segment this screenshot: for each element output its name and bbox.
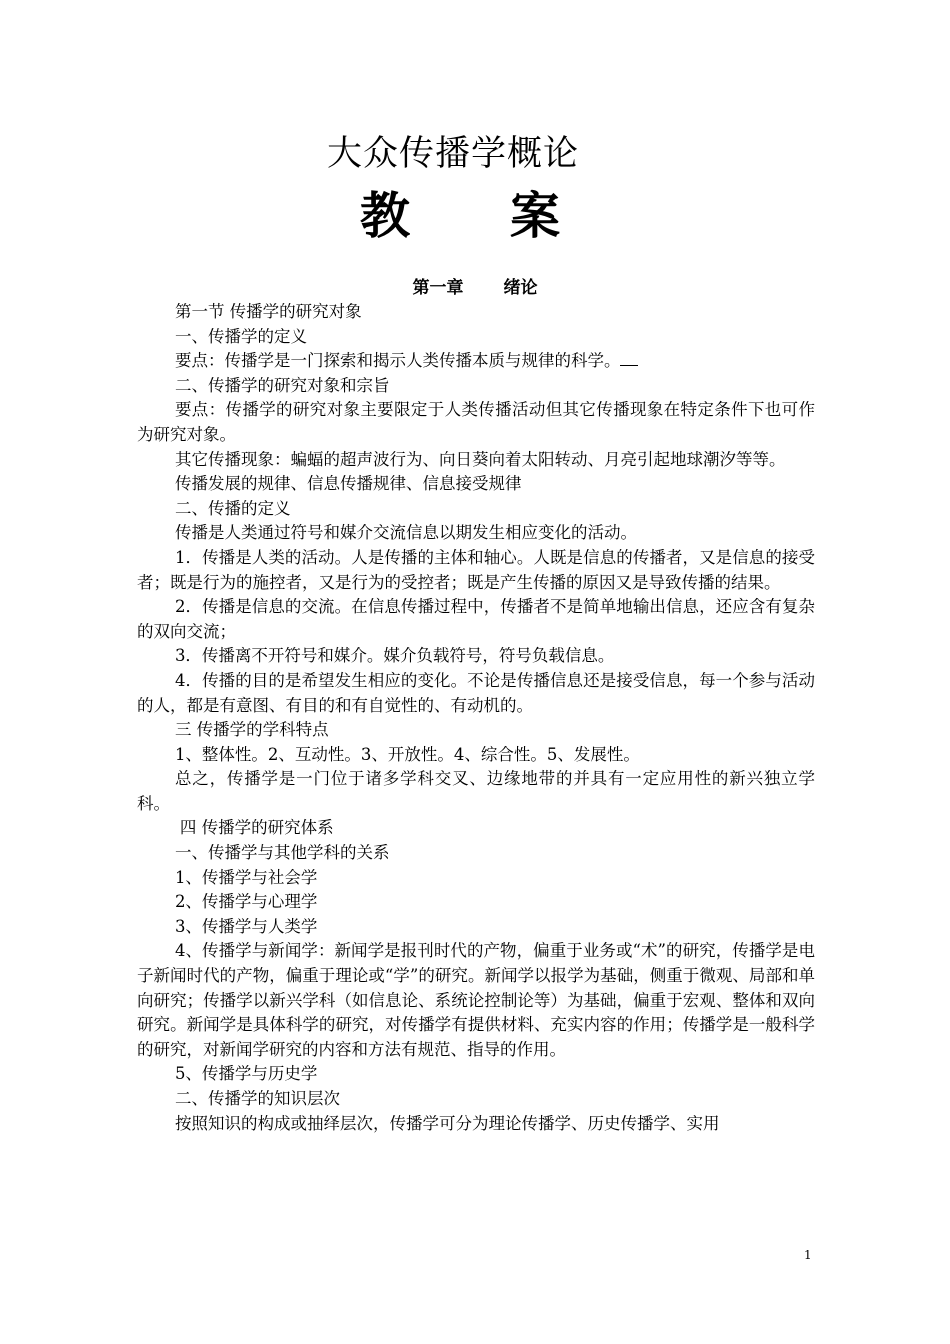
paragraph: 4．传播的目的是希望发生相应的变化。不论是传播信息还是接受信息，每一个参与活动的人，都是有意图、有目的和有自觉性的、有动机的。 (137, 670, 815, 715)
subsection-heading: 二、传播学的研究对象和宗旨 (174, 375, 390, 395)
paragraph: 3．传播离不开符号和媒介。媒介负载符号，符号负载信息。 (174, 646, 615, 666)
paragraph: 2．传播是信息的交流。在信息传播过程中，传播者不是简单地输出信息，还应含有复杂的双向交流； (137, 597, 815, 641)
paragraph: 1、整体性。2、互动性。3、开放性。4、综合性。5、发展性。 (174, 744, 640, 764)
chapter-name: 绪论 (503, 278, 538, 298)
document-title: 大众传播学概论 (326, 134, 579, 174)
list-item: 5、传播学与历史学 (174, 1064, 318, 1084)
paragraph: 传播是人类通过符号和媒介交流信息以期发生相应变化的活动。 (174, 523, 637, 543)
paragraph: 传播发展的规律、信息传播规律、信息接受规律 (174, 474, 522, 494)
subtitle-char-1: 教 (360, 187, 410, 245)
subtitle-char-2: 案 (510, 187, 560, 245)
subsection-heading: 一、传播学与其他学科的关系 (174, 843, 390, 863)
document-subtitle (0, 185, 920, 247)
list-item: 1、传播学与社会学 (174, 867, 318, 887)
list-item: 3、传播学与人类学 (174, 916, 318, 936)
paragraph: 要点：传播学的研究对象主要限定于人类传播活动但其它传播现象在特定条件下也可作为研究对象。 (137, 400, 815, 444)
paragraph: 按照知识的构成或抽绎层次，传播学可分为理论传播学、历史传播学、实用 (174, 1113, 720, 1133)
paragraph-text: 要点：传播学是一门探索和揭示人类传播本质与规律的科学。 (174, 351, 621, 371)
subsection-heading: 二、传播的定义 (174, 498, 291, 518)
paragraph: 其它传播现象：蝙蝠的超声波行为、向日葵向着太阳转动、月亮引起地球潮汐等等。 (174, 449, 786, 469)
chapter-heading (0, 276, 950, 300)
underline-mark (620, 349, 638, 366)
list-item: 2、传播学与心理学 (174, 892, 318, 912)
paragraph: 总之，传播学是一门位于诸多学科交叉、边缘地带的并具有一定应用性的新兴独立学科。 (137, 769, 815, 813)
document-body (137, 300, 815, 1136)
paragraph: 1．传播是人类的活动。人是传播的主体和轴心。人既是信息的传播者，又是信息的接受者；既是行为的施控者，又是行为的受控者；既是产生传播的原因又是导致传播的结果。 (137, 547, 815, 592)
list-item: 4、传播学与新闻学：新闻学是报刊时代的产物，偏重于业务或“术”的研究，传播学是电子新闻时代的产物，偏重于理论或“学”的研究。新闻学以报学为基础，侧重于微观、局部和单向研究；传播学以新兴学科（如信息论、系统论控制论等）为基础，偏重于宏观、整体和双向研究。新闻学是具体科学的研究，对传播学有提供材料、充实内容的作用；传播学是一般科学的研究，对新闻学研究的内容和方法有规范、指导的作用。 (137, 941, 815, 1059)
subsection-heading: 二、传播学的知识层次 (174, 1089, 340, 1108)
chapter-number: 第一章 (412, 278, 464, 298)
section-heading: 第一节 传播学的研究对象 (174, 302, 362, 321)
page-number: 1 (804, 1248, 812, 1262)
subsection-heading: 三 传播学的学科特点 (174, 720, 329, 740)
subsection-heading: 一、传播学的定义 (174, 326, 307, 346)
paragraph (137, 349, 815, 374)
section-heading: 四 传播学的研究体系 (179, 818, 334, 838)
